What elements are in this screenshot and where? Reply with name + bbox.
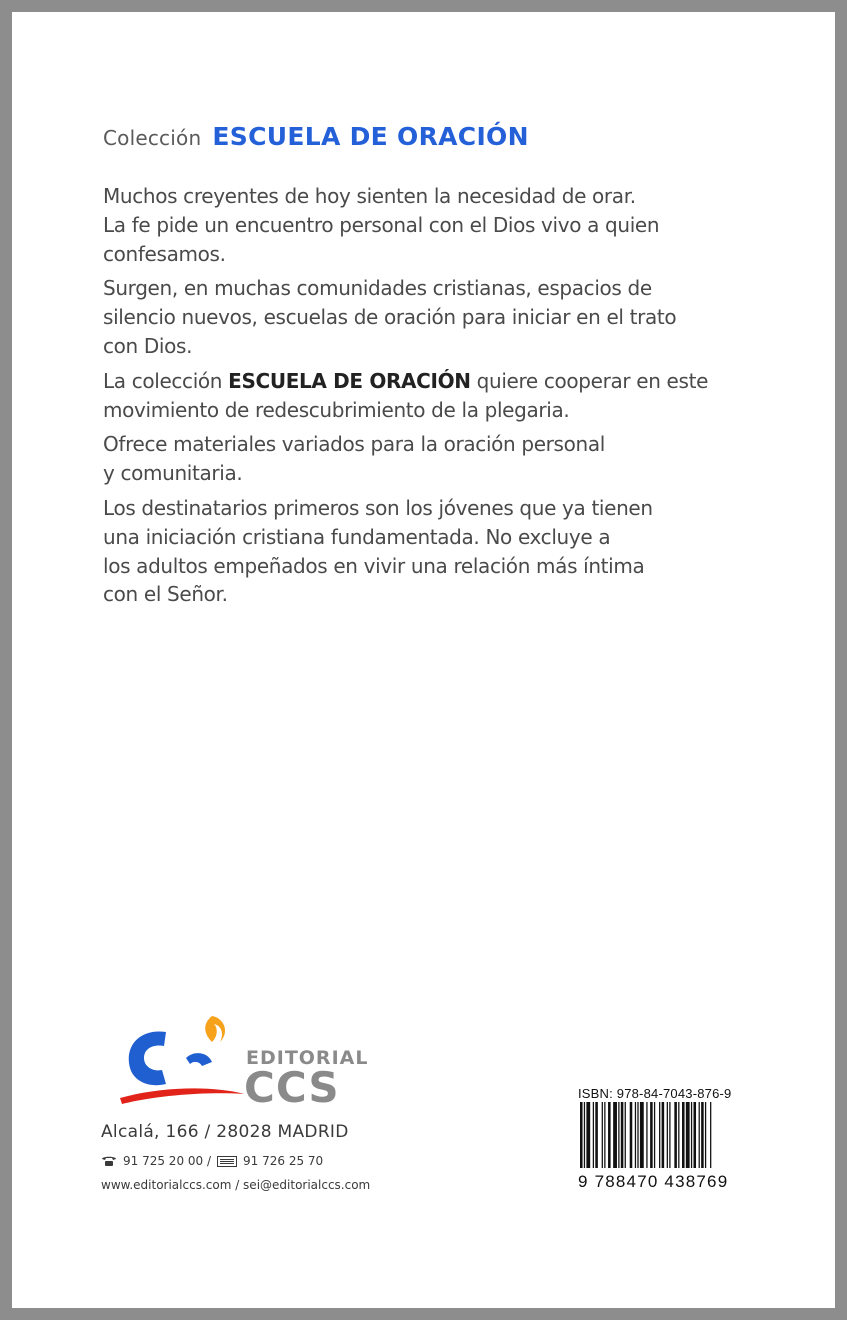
barcode-bar xyxy=(662,1102,665,1168)
text-line: confesamos. xyxy=(103,241,226,266)
publisher-logo xyxy=(104,1002,384,1107)
barcode-bar xyxy=(650,1102,653,1168)
collection-name: ESCUELA DE ORACIÓN xyxy=(212,122,529,151)
barcode-bar xyxy=(659,1102,660,1168)
barcode-bar xyxy=(602,1102,603,1168)
text-line: Ofrece materiales variados para la oración personal xyxy=(103,432,605,457)
text-line: con Dios. xyxy=(103,333,193,358)
barcode-bar xyxy=(678,1102,679,1168)
text-fragment: quiere cooperar en este xyxy=(476,368,709,393)
flame-mark xyxy=(205,1016,225,1042)
barcode-bar xyxy=(608,1102,611,1168)
fax-number: 91 726 25 70 xyxy=(243,1154,324,1168)
barcode xyxy=(578,1102,754,1168)
barcode-bar xyxy=(613,1102,617,1168)
barcode-bar xyxy=(682,1102,685,1168)
logo-word-editorial: EDITORIAL xyxy=(246,1047,369,1069)
barcode-bar xyxy=(669,1102,670,1168)
text-line: Surgen, en muchas comunidades cristianas, espacios de xyxy=(103,276,652,301)
description-text xyxy=(103,182,709,615)
publisher-web-email: www.editorialccs.com / sei@editorialccs.com xyxy=(101,1178,371,1192)
text-line xyxy=(103,367,709,396)
text-fragment: La colección xyxy=(103,368,223,393)
barcode-bar xyxy=(701,1102,704,1168)
text-line: con el Señor. xyxy=(103,582,228,607)
barcode-bar xyxy=(625,1102,626,1168)
barcode-bar xyxy=(593,1102,594,1168)
barcode-digits: 9 788470 438769 xyxy=(578,1172,729,1191)
barcode-bar xyxy=(604,1102,605,1168)
barcode-bar xyxy=(654,1102,655,1168)
paragraph-1 xyxy=(103,182,663,268)
logo-word-ccs: CCS xyxy=(244,1063,340,1107)
barcode-bar xyxy=(586,1102,590,1168)
phone-icon xyxy=(101,1155,117,1167)
text-line: silencio nuevos, escuelas de oración para iniciar en el trato xyxy=(103,305,677,330)
barcode-bar xyxy=(705,1102,706,1168)
contact-numbers xyxy=(101,1154,323,1168)
barcode-bar xyxy=(674,1102,677,1168)
barcode-bar xyxy=(686,1102,690,1168)
text-line: y comunitaria. xyxy=(103,461,243,486)
barcode-bar xyxy=(667,1102,668,1168)
barcode-bar xyxy=(621,1102,624,1168)
text-line: Muchos creyentes de hoy sienten la necesidad de orar. xyxy=(103,184,636,208)
paragraph-2 xyxy=(103,274,677,360)
barcode-bar xyxy=(691,1102,692,1168)
phone-number: 91 725 20 00 / xyxy=(123,1154,212,1168)
book-back-cover xyxy=(12,12,835,1308)
c-mark xyxy=(129,1031,166,1085)
barcode-bar xyxy=(580,1102,583,1168)
barcode-bar xyxy=(693,1102,696,1168)
text-line: Los destinatarios primeros son los jóvenes que ya tienen xyxy=(103,495,653,520)
publisher-address: Alcalá, 166 / 28028 MADRID xyxy=(101,1122,349,1142)
barcode-bar xyxy=(637,1102,638,1168)
text-line: los adultos empeñados en vivir una relación más íntima xyxy=(103,553,645,578)
barcode-bar xyxy=(635,1102,636,1168)
collection-name-inline: ESCUELA DE ORACIÓN xyxy=(228,368,471,393)
text-line: La fe pide un encuentro personal con el Dios vivo a quien xyxy=(103,212,660,237)
barcode-bar xyxy=(595,1102,598,1168)
barcode-bar xyxy=(640,1102,644,1168)
paragraph-4 xyxy=(103,430,663,488)
fax-icon xyxy=(217,1156,237,1167)
collection-label: Colección xyxy=(103,126,202,150)
collection-heading xyxy=(103,122,529,151)
text-line: movimiento de redescubrimiento de la plegaria. xyxy=(103,397,570,422)
barcode-bar xyxy=(630,1102,633,1168)
barcode-bar xyxy=(618,1102,619,1168)
barcode-bar xyxy=(710,1102,711,1168)
paragraph-5 xyxy=(103,494,663,609)
barcode-bar xyxy=(646,1102,647,1168)
text-line: una iniciación cristiana fundamentada. No excluye a xyxy=(103,524,611,549)
swoosh-mark xyxy=(120,1088,244,1104)
c-accent-mark xyxy=(186,1053,212,1066)
paragraph-3 xyxy=(103,367,709,425)
barcode-bar xyxy=(699,1102,700,1168)
isbn-label: ISBN: 978-84-7043-876-9 xyxy=(578,1086,732,1101)
ccs-logo-icon xyxy=(104,1002,384,1107)
barcode-bar xyxy=(584,1102,585,1168)
